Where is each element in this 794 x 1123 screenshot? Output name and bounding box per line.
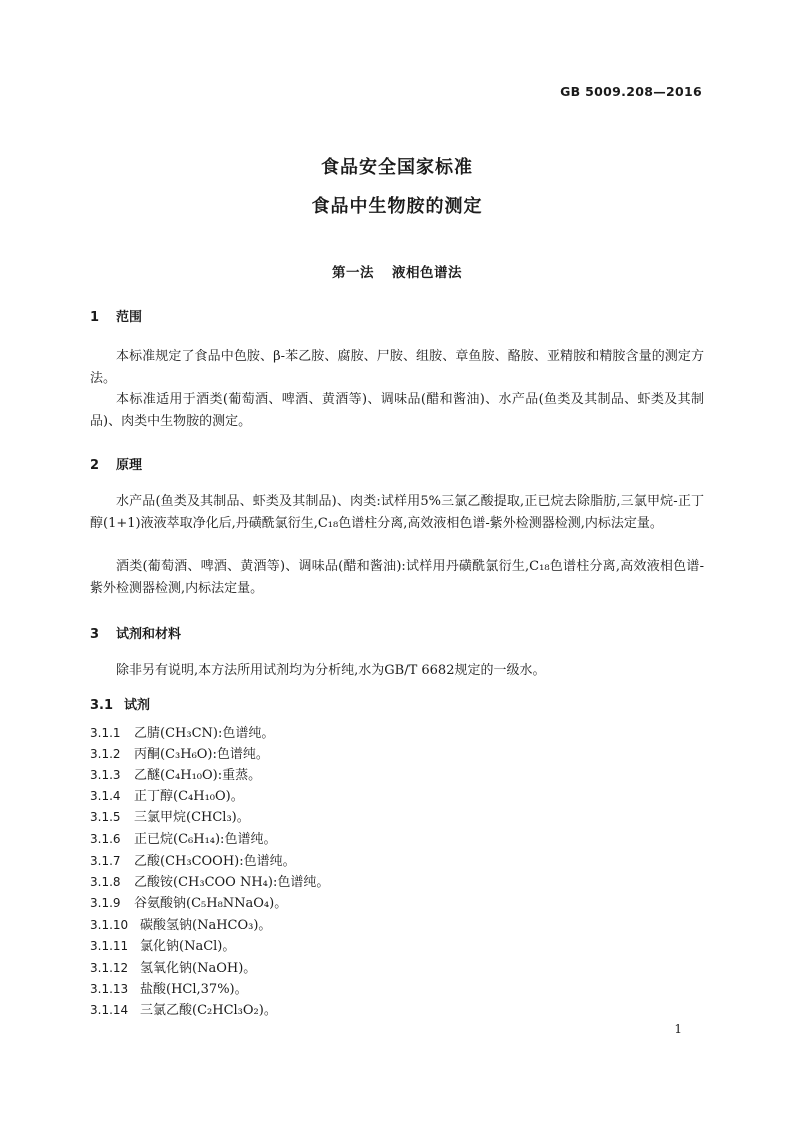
paragraph-reagents-note: 除非另有说明,本方法所用试剂均为分析纯,水为GB/T 6682规定的一级水。 [116, 663, 546, 678]
section-number: 3 [90, 627, 100, 642]
reagent-item [90, 915, 271, 936]
subsection-title: 试剂 [124, 698, 151, 713]
subsection-heading-reagents [90, 694, 150, 713]
section-heading-scope [90, 306, 142, 325]
reagent-text: 谷氨酸钠(C₅H₈NNaO₄)。 [134, 896, 288, 911]
reagent-item [90, 807, 250, 828]
reagent-number: 3.1.13 [90, 982, 129, 996]
reagent-text: 三氯乙酸(C₂HCl₃O₂)。 [140, 1003, 277, 1018]
page-number: 1 [674, 1022, 682, 1036]
section-number: 2 [90, 458, 100, 473]
reagent-number: 3.1.14 [90, 1003, 129, 1017]
reagent-item [90, 872, 329, 893]
reagent-text: 三氯甲烷(CHCl₃)。 [134, 810, 250, 825]
method-heading [0, 261, 794, 281]
reagent-text: 乙酸(CH₃COOH):色谱纯。 [134, 854, 296, 869]
reagent-item [90, 936, 235, 957]
reagent-text: 氯化钠(NaCl)。 [140, 939, 236, 954]
reagent-item [90, 958, 256, 979]
reagent-text: 正丁醇(C₄H₁₀O)。 [134, 789, 244, 804]
reagent-number: 3.1.9 [90, 896, 121, 910]
subsection-number: 3.1 [90, 698, 114, 713]
paragraph-scope-2: 本标准适用于酒类(葡萄酒、啤酒、黄酒等)、调味品(醋和酱油)、水产品(鱼类及其制品、虾类及其制品)、肉类中生物胺的测定。 [90, 392, 704, 429]
paragraph-principle-2: 酒类(葡萄酒、啤酒、黄酒等)、调味品(醋和酱油):试样用丹磺酰氯衍生,C₁₈色谱柱分离,高效液相色谱-紫外检测器检测,内标法定量。 [90, 559, 704, 596]
reagent-number: 3.1.7 [90, 854, 121, 868]
standard-number: GB 5009.208—2016 [560, 84, 702, 99]
reagent-text: 盐酸(HCl,37%)。 [140, 982, 248, 997]
reagent-item [90, 829, 276, 850]
section-title: 范围 [116, 310, 143, 325]
reagent-number: 3.1.12 [90, 961, 129, 975]
reagent-text: 乙酸铵(CH₃COO NH₄):色谱纯。 [134, 875, 330, 890]
section-heading-principle [90, 454, 142, 473]
reagent-number: 3.1.5 [90, 810, 121, 824]
reagent-number: 3.1.4 [90, 789, 121, 803]
reagent-text: 丙酮(C₃H₆O):色谱纯。 [134, 747, 269, 762]
reagent-item [90, 979, 248, 1000]
reagent-number: 3.1.8 [90, 875, 121, 889]
reagent-item [90, 1000, 277, 1021]
reagent-item [90, 744, 269, 765]
reagent-item [90, 723, 274, 744]
section-title: 试剂和材料 [116, 627, 182, 642]
document-title: 食品安全国家标准 [321, 157, 473, 178]
reagent-text: 乙腈(CH₃CN):色谱纯。 [134, 726, 275, 741]
reagent-number: 3.1.11 [90, 939, 129, 953]
reagent-text: 碳酸氢钠(NaHCO₃)。 [140, 918, 272, 933]
reagent-text: 乙醚(C₄H₁₀O):重蒸。 [134, 768, 262, 783]
section-title: 原理 [116, 458, 143, 473]
reagent-item [90, 765, 261, 786]
reagent-item [90, 893, 287, 914]
reagent-item [90, 851, 296, 872]
method-number: 第一法 [332, 265, 374, 281]
section-heading-reagents-materials [90, 623, 181, 642]
reagent-number: 3.1.1 [90, 726, 121, 740]
reagent-number: 3.1.3 [90, 768, 121, 782]
reagent-number: 3.1.2 [90, 747, 121, 761]
document-subtitle: 食品中生物胺的测定 [311, 196, 483, 217]
paragraph-principle-1: 水产品(鱼类及其制品、虾类及其制品)、肉类:试样用5%三氯乙酸提取,正已烷去除脂肪,三氯甲烷-正丁醇(1+1)液液萃取净化后,丹磺酰氯衍生,C₁₈色谱柱分离,高效液相色谱-紫外检测器检测,内标法定量。 [90, 494, 704, 531]
reagent-number: 3.1.6 [90, 832, 121, 846]
section-number: 1 [90, 310, 100, 325]
reagent-number: 3.1.10 [90, 918, 129, 932]
reagent-text: 氢氧化钠(NaOH)。 [140, 961, 257, 976]
paragraph-scope-1: 本标准规定了食品中色胺、β-苯乙胺、腐胺、尸胺、组胺、章鱼胺、酪胺、亚精胺和精胺含量的测定方法。 [90, 349, 704, 386]
method-name: 液相色谱法 [392, 265, 462, 281]
reagent-text: 正已烷(C₆H₁₄):色谱纯。 [134, 832, 277, 847]
reagent-item [90, 786, 244, 807]
